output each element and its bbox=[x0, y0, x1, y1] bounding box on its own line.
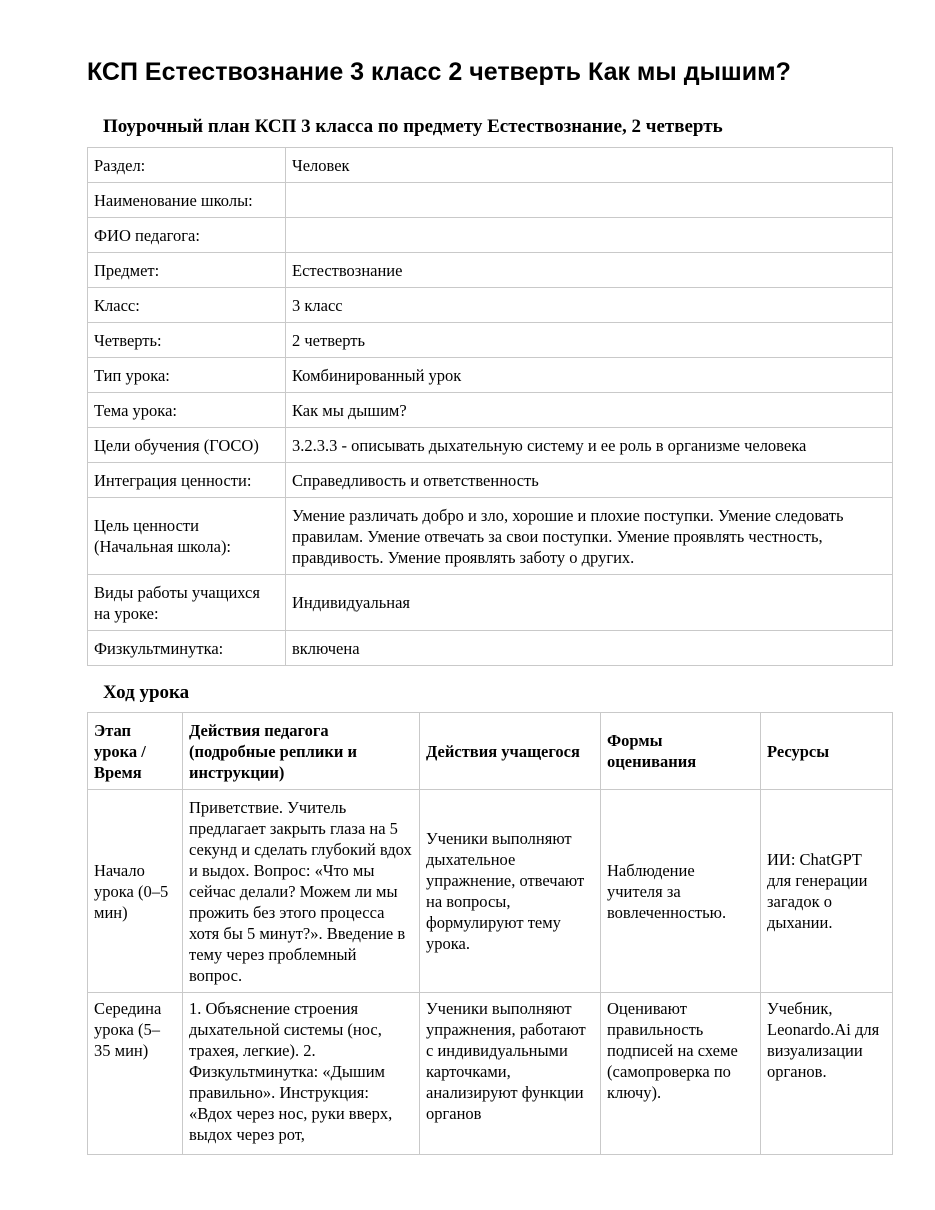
teacher-actions-cell: Приветствие. Учитель предлагает закрыть глаза на 5 секунд и сделать глубокий вдох и выдох. Вопрос: «Что мы сейчас делали? Можем ли мы прожить без этого процесса хотя бы 5 минут?». Введение в тему через проблемный вопрос. bbox=[183, 790, 420, 993]
row-label: Физкультминутка: bbox=[88, 631, 286, 666]
row-label: Четверть: bbox=[88, 323, 286, 358]
table-row bbox=[88, 463, 893, 498]
page-title: КСП Естествознание 3 класс 2 четверть Как мы дышим? bbox=[87, 58, 791, 86]
row-value: 3 класс bbox=[286, 288, 893, 323]
table-row bbox=[88, 428, 893, 463]
row-label: Интеграция ценности: bbox=[88, 463, 286, 498]
stage-cell: Начало урока (0–5 мин) bbox=[88, 790, 183, 993]
row-label: Раздел: bbox=[88, 148, 286, 183]
table-row bbox=[88, 218, 893, 253]
table-row bbox=[88, 498, 893, 575]
lesson-progress-table bbox=[87, 712, 893, 1155]
table-row bbox=[88, 790, 893, 993]
column-header-resources: Ресурсы bbox=[761, 713, 893, 790]
row-value: Человек bbox=[286, 148, 893, 183]
row-value bbox=[286, 218, 893, 253]
student-actions-cell: Ученики выполняют дыхательное упражнение, отвечают на вопросы, формулируют тему урока. bbox=[420, 790, 601, 993]
row-value: включена bbox=[286, 631, 893, 666]
assessment-cell: Наблюдение учителя за вовлеченностью. bbox=[601, 790, 761, 993]
stage-cell: Середина урока (5–35 мин) bbox=[88, 993, 183, 1155]
resources-cell: Учебник, Leonardo.Ai для визуализации органов. bbox=[761, 993, 893, 1155]
table-row bbox=[88, 148, 893, 183]
row-label: ФИО педагога: bbox=[88, 218, 286, 253]
table-row bbox=[88, 358, 893, 393]
row-label: Класс: bbox=[88, 288, 286, 323]
row-label: Тема урока: bbox=[88, 393, 286, 428]
table-row bbox=[88, 393, 893, 428]
table-header-row bbox=[88, 713, 893, 790]
student-actions-cell: Ученики выполняют упражнения, работают с индивидуальными карточками, анализируют функции органов bbox=[420, 993, 601, 1155]
table-row bbox=[88, 253, 893, 288]
column-header-stage: Этап урока / Время bbox=[88, 713, 183, 790]
column-header-student-actions: Действия учащегося bbox=[420, 713, 601, 790]
row-label: Цель ценности (Начальная школа): bbox=[88, 498, 286, 575]
row-value: Умение различать добро и зло, хорошие и плохие поступки. Умение следовать правилам. Умение отвечать за свои поступки. Умение проявлять честность, правдивость. Умение проявлять заботу о других. bbox=[286, 498, 893, 575]
row-value: Комбинированный урок bbox=[286, 358, 893, 393]
row-label: Наименование школы: bbox=[88, 183, 286, 218]
row-value: 3.2.3.3 - описывать дыхательную систему и ее роль в организме человека bbox=[286, 428, 893, 463]
table-row bbox=[88, 288, 893, 323]
row-value: Индивидуальная bbox=[286, 575, 893, 631]
column-header-teacher-actions: Действия педагога (подробные реплики и инструкции) bbox=[183, 713, 420, 790]
row-value: Как мы дышим? bbox=[286, 393, 893, 428]
row-value: Справедливость и ответственность bbox=[286, 463, 893, 498]
assessment-cell: Оценивают правильность подписей на схеме (самопроверка по ключу). bbox=[601, 993, 761, 1155]
table-row bbox=[88, 631, 893, 666]
row-label: Тип урока: bbox=[88, 358, 286, 393]
row-value: Естествознание bbox=[286, 253, 893, 288]
table-row bbox=[88, 183, 893, 218]
row-label: Цели обучения (ГОСО) bbox=[88, 428, 286, 463]
lesson-info-table bbox=[87, 147, 893, 666]
plan-heading: Поурочный план КСП 3 класса по предмету Естествознание, 2 четверть bbox=[103, 116, 723, 137]
table-row bbox=[88, 993, 893, 1155]
column-header-assessment: Формы оценивания bbox=[601, 713, 761, 790]
resources-cell: ИИ: ChatGPT для генерации загадок о дыхании. bbox=[761, 790, 893, 993]
lesson-progress-heading: Ход урока bbox=[103, 682, 190, 703]
row-value bbox=[286, 183, 893, 218]
row-value: 2 четверть bbox=[286, 323, 893, 358]
teacher-actions-cell: 1. Объяснение строения дыхательной системы (нос, трахея, легкие). 2. Физкультминутка: «Дышим правильно». Инструкция: «Вдох через нос, руки вверх, выдох через рот, bbox=[183, 993, 420, 1155]
row-label: Виды работы учащихся на уроке: bbox=[88, 575, 286, 631]
table-row bbox=[88, 575, 893, 631]
table-row bbox=[88, 323, 893, 358]
row-label: Предмет: bbox=[88, 253, 286, 288]
